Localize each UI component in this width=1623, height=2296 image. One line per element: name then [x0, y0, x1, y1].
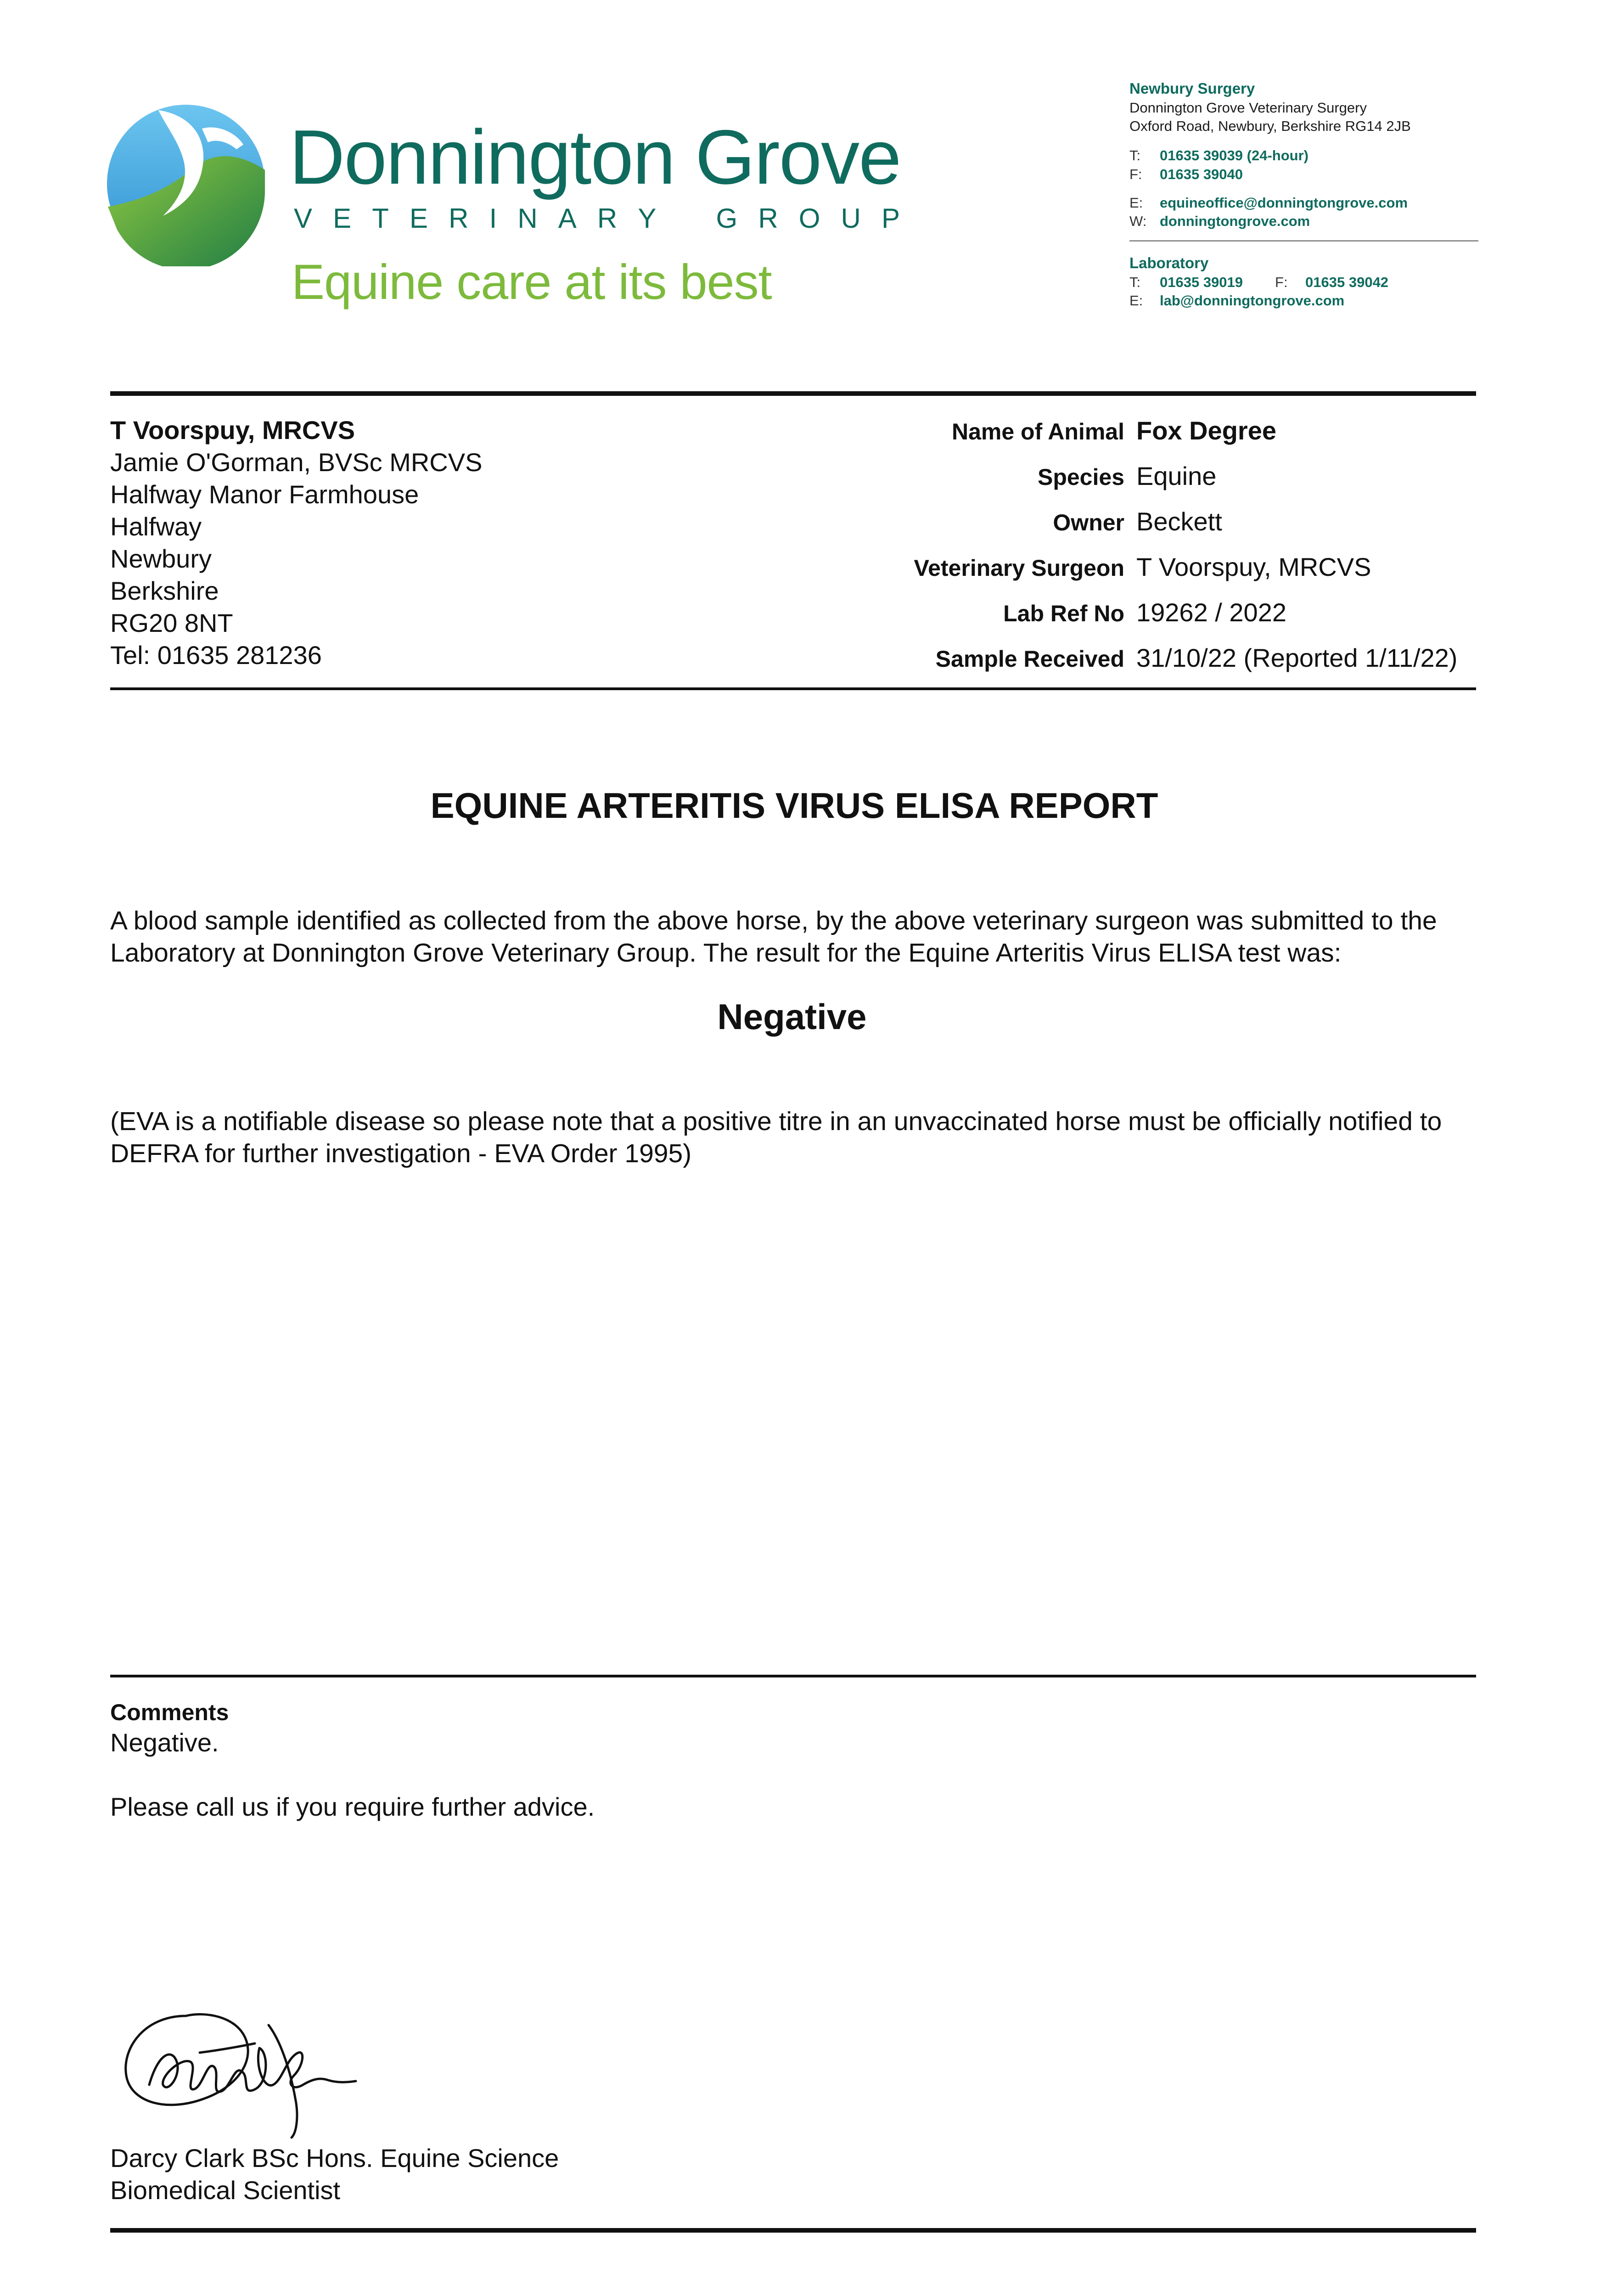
- address-line: Halfway Manor Farmhouse: [110, 480, 419, 509]
- tagline: Equine care at its best: [292, 254, 772, 310]
- surgery-email-link[interactable]: equineoffice@donningtongrove.com: [1160, 195, 1408, 211]
- surgery-web-link[interactable]: donningtongrove.com: [1160, 213, 1310, 230]
- detail-label: Sample Received: [935, 646, 1124, 672]
- laboratory-email-link[interactable]: lab@donningtongrove.com: [1160, 293, 1345, 309]
- comments-divider: [110, 1675, 1476, 1677]
- sample-received-value: 31/10/22 (Reported 1/11/22): [1136, 643, 1458, 672]
- surgery-email-row: [1129, 194, 1411, 212]
- laboratory-fax: 01635 39042: [1305, 274, 1389, 290]
- address-line: Jamie O'Gorman, BVSc MRCVS: [110, 448, 483, 477]
- recipient-address: [110, 414, 482, 671]
- detail-label: Owner: [1053, 510, 1124, 535]
- subtitle-letter: P: [881, 203, 900, 234]
- brand-name: Donnington Grove: [289, 114, 901, 200]
- email-key: E:: [1129, 195, 1143, 211]
- comments-label: Comments: [110, 1699, 229, 1725]
- header-divider: [110, 391, 1476, 396]
- detail-row: [803, 597, 1476, 643]
- subtitle-letter: U: [841, 203, 861, 234]
- laboratory-email-row: [1129, 292, 1388, 310]
- subtitle-letter: Y: [638, 203, 657, 234]
- fax-key: F:: [1129, 166, 1142, 182]
- surgery-fax-row: [1129, 165, 1411, 184]
- donnington-grove-logo-icon: [103, 101, 269, 266]
- owner-value: Beckett: [1136, 507, 1222, 536]
- address-line: T Voorspuy, MRCVS: [110, 416, 355, 445]
- surgery-address-line: Oxford Road, Newbury, Berkshire RG14 2JB: [1129, 118, 1411, 135]
- laboratory-heading: Laboratory: [1129, 254, 1209, 271]
- brand-subtitle: [294, 205, 900, 232]
- surgery-contact: [1129, 79, 1411, 231]
- subtitle-letter: G: [716, 203, 738, 234]
- handwritten-signature: [117, 1998, 365, 2144]
- subtitle-letter: O: [798, 203, 820, 234]
- laboratory-phone-row: [1129, 273, 1388, 292]
- email-key: E:: [1129, 293, 1143, 309]
- subtitle-letter: R: [449, 203, 469, 234]
- notifiable-disease-note: (EVA is a notifiable disease so please note that a positive titre in an unvaccinated horse must be officially notified to DEFRA for further investigation - EVA Order 1995): [110, 1107, 1442, 1168]
- surgery-address-line: Donnington Grove Veterinary Surgery: [1129, 99, 1367, 116]
- report-intro: A blood sample identified as collected from the above horse, by the above veterinary surgeon was submitted to the Laboratory at Donnington Grove Veterinary Group. The result for the Equine Arteritis Virus ELISA test was:: [110, 906, 1437, 968]
- laboratory-contact: [1129, 253, 1388, 310]
- detail-label: Veterinary Surgeon: [914, 555, 1124, 581]
- detail-row: [803, 643, 1476, 688]
- signatory: [110, 2142, 559, 2206]
- detail-row: [803, 506, 1476, 552]
- address-line: Halfway: [110, 512, 202, 541]
- subtitle-letter: I: [489, 203, 497, 234]
- address-line: Berkshire: [110, 576, 219, 605]
- tel-key: T:: [1129, 274, 1141, 290]
- surgery-web-row: [1129, 212, 1411, 231]
- fax-key: F:: [1275, 274, 1288, 290]
- detail-row: [803, 416, 1476, 461]
- comments-line: Please call us if you require further advice.: [110, 1792, 595, 1821]
- contact-divider: [1129, 240, 1478, 242]
- subtitle-letter: N: [517, 203, 538, 234]
- detail-label: Species: [1037, 464, 1124, 490]
- subtitle-letter: T: [372, 203, 389, 234]
- subtitle-letter: R: [758, 203, 778, 234]
- surgery-fax: 01635 39040: [1160, 166, 1243, 182]
- test-result: Negative: [717, 996, 867, 1037]
- lab-ref-value: 19262 / 2022: [1136, 598, 1286, 627]
- veterinary-surgeon-value: T Voorspuy, MRCVS: [1136, 552, 1371, 581]
- footer-divider: [110, 2228, 1476, 2233]
- tel-key: T:: [1129, 147, 1141, 164]
- subtitle-letter: V: [294, 203, 313, 234]
- report-title: EQUINE ARTERITIS VIRUS ELISA REPORT: [430, 785, 1158, 826]
- detail-row: [803, 461, 1476, 506]
- address-line: Newbury: [110, 544, 212, 573]
- address-line: Tel: 01635 281236: [110, 641, 322, 670]
- laboratory-tel[interactable]: 01635 39019: [1160, 274, 1243, 290]
- details-divider: [110, 687, 1476, 690]
- detail-row: [803, 552, 1476, 597]
- comments-text: [110, 1727, 595, 1823]
- species-value: Equine: [1136, 461, 1217, 490]
- signatory-role: Biomedical Scientist: [110, 2176, 341, 2205]
- detail-label: Name of Animal: [951, 419, 1124, 445]
- surgery-tel-row: [1129, 146, 1411, 165]
- signatory-name: Darcy Clark BSc Hons. Equine Science: [110, 2144, 559, 2172]
- subtitle-letter: A: [558, 203, 577, 234]
- detail-label: Lab Ref No: [1003, 601, 1124, 626]
- subtitle-letter: R: [597, 203, 618, 234]
- address-line: RG20 8NT: [110, 608, 233, 637]
- subtitle-letter: E: [333, 203, 352, 234]
- comments-line: Negative.: [110, 1728, 219, 1757]
- subtitle-word-gap: [677, 205, 695, 232]
- subtitle-letter: E: [410, 203, 428, 234]
- animal-details: [803, 416, 1476, 688]
- animal-name-value: Fox Degree: [1136, 416, 1276, 445]
- web-key: W:: [1129, 213, 1147, 230]
- surgery-tel[interactable]: 01635 39039 (24-hour): [1160, 147, 1309, 164]
- surgery-heading: Newbury Surgery: [1129, 80, 1255, 97]
